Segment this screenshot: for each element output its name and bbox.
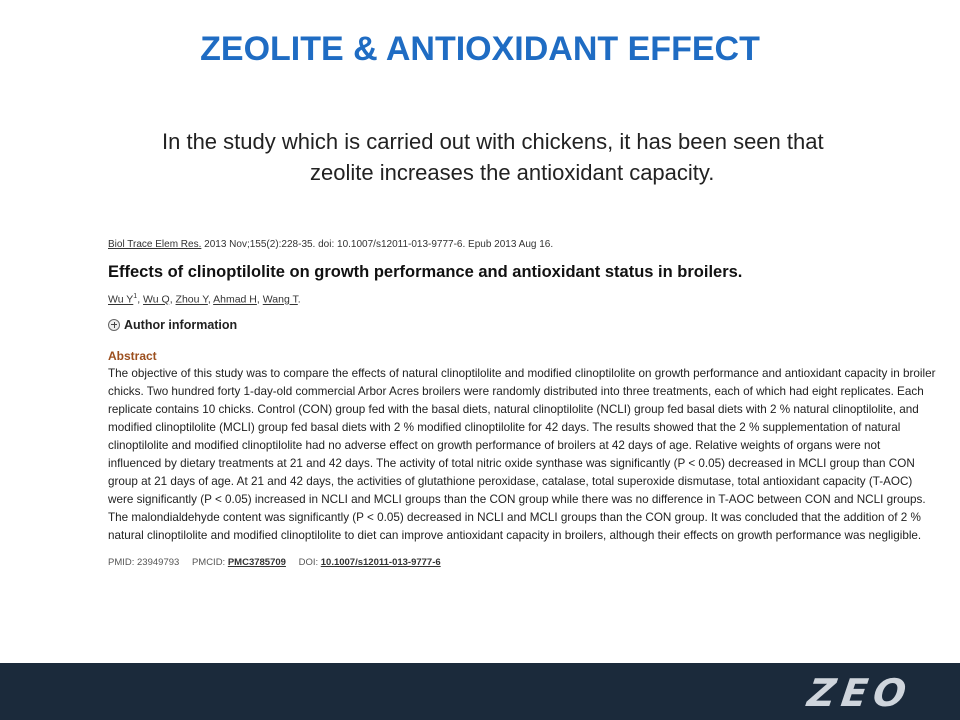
author-link-5[interactable]: Wang T [262,293,298,306]
author-link-2[interactable]: Wu Q [143,293,170,306]
identifier-line [108,557,938,569]
article-title: Effects of clinoptilolite on growth performance and antioxidant status in broilers. [108,263,743,281]
author-link-4[interactable]: Ahmad H [213,293,257,306]
zeo-logo: ZEO [805,671,916,715]
citation-line [108,238,938,252]
abstract-text: The objective of this study was to compare the effects of natural clinoptilolite and modified clinoptilolite on growth performance and antioxidant capacity in broiler chicks. Two hundred forty 1-day-old commercial Arbor Acres broilers were randomly distributed into three treatments, each of which had eight replicates. Each replicate contains 10 chicks. Control (CON) group fed with the basal diets, natural clinoptilolite (NCLI) group fed basal diets with 2 % natural clinoptilolite, and modified clinoptilolite (MCLI) group fed basal diets with 2 % modified clinoptilolite for 42 days. The results showed that the 2 % supplementation of natural clinoptilolite and modified clinoptilolite had no adverse effect on growth performance of broilers at 42 days of age. Relative weights of organs were not influenced by dietary treatments at 21 and 42 days. The activity of total nitric oxide synthase was significantly (P < 0.05) decreased in MCLI group than CON group at 21 days of age. At 21 and 42 days, the activities of glutathione peroxidase, catalase, total superoxide dismutase, total antioxidant capacity (T-AOC) were significantly (P < 0.05) increased in NCLI and MCLI groups than the CON group while there was no difference in T-AOC between CON and NCLI groups. The malondialdehyde content was significantly (P < 0.05) decreased in NCLI and MCLI groups than the CON group. It was concluded that the addition of 2 % natural clinoptilolite and modified clinoptilolite to diet can improve antioxidant capacity in broilers, although their effects on growth performance was negligible. [108,366,936,543]
pmid-label: PMID: 23949793 [108,557,180,569]
expand-plus-icon [108,319,120,331]
journal-link[interactable]: Biol Trace Elem Res. [108,239,202,250]
author-link-1[interactable]: Wu Y [108,293,134,306]
citation-details: 2013 Nov;155(2):228-35. doi: 10.1007/s12011-013-9777-6. Epub 2013 Aug 16. [201,239,554,250]
footer-bar [0,663,960,720]
author-information-label: Author information [124,317,238,332]
pmcid-link[interactable]: PMC3785709 [227,557,286,569]
author-information-toggle[interactable] [108,317,938,333]
doi-link[interactable]: 10.1007/s12011-013-9777-6 [320,557,441,569]
author-affiliation-marker: 1 [133,293,138,300]
pmcid-label: PMCID: [191,557,228,569]
slide-title: ZEOLITE & ANTIOXIDANT EFFECT [200,30,760,68]
abstract-heading: Abstract [108,348,157,363]
article-screenshot [108,238,938,569]
lead-line-2: zeolite increases the antioxidant capacity. [310,160,715,185]
lead-statement [160,126,940,188]
doi-label: DOI: [298,557,321,569]
author-link-3[interactable]: Zhou Y [175,293,208,306]
lead-line-1: In the study which is carried out with chickens, it has been seen that [162,129,824,154]
author-list: Wu $Y^1$, Wu Q, Zhou Y, Ahmad H, Wang T. [108,293,301,306]
